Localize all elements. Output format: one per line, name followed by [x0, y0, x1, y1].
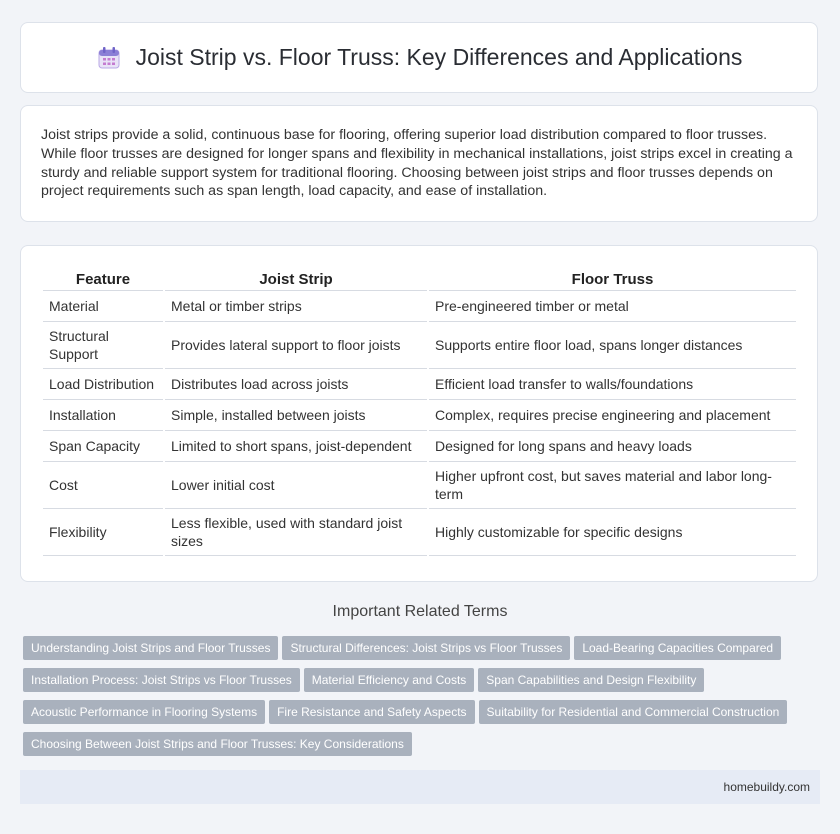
cell-floor-truss: Efficient load transfer to walls/foundations [429, 369, 796, 400]
cell-feature: Span Capacity [43, 431, 163, 462]
header-floor-truss: Floor Truss [429, 266, 796, 291]
related-term-tag[interactable]: Material Efficiency and Costs [304, 668, 475, 692]
related-term-tag[interactable]: Installation Process: Joist Strips vs Floor Trusses [23, 668, 300, 692]
footer [20, 770, 820, 804]
page-title: Joist Strip vs. Floor Truss: Key Differences and Applications [135, 44, 743, 70]
related-term-tag[interactable]: Understanding Joist Strips and Floor Trusses [23, 636, 278, 660]
cell-floor-truss: Highly customizable for specific designs [429, 509, 796, 556]
related-term-tag[interactable]: Choosing Between Joist Strips and Floor Trusses: Key Considerations [23, 732, 412, 756]
cell-joist-strip: Provides lateral support to floor joists [165, 322, 427, 369]
calendar-icon [96, 45, 122, 71]
cell-floor-truss: Complex, requires precise engineering and placement [429, 400, 796, 431]
intro-card [20, 105, 818, 222]
intro-text: Joist strips provide a solid, continuous base for flooring, offering superior load distribution compared to floor trusses. While floor trusses are designed for longer spans and flexibility in mechanical installations, joist strips excel in creating a sturdy and reliable support system for traditional flooring. Choosing between joist strips and floor trusses depends on project requirements such as span length, load capacity, and ease of installation. [41, 127, 793, 200]
table-row [43, 431, 796, 462]
table-row [43, 291, 796, 322]
cell-feature: Structural Support [43, 322, 163, 369]
related-term-tag[interactable]: Fire Resistance and Safety Aspects [269, 700, 474, 724]
cell-feature: Load Distribution [43, 369, 163, 400]
header-feature: Feature [43, 266, 163, 291]
comparison-table-card [20, 245, 818, 582]
table-row [43, 509, 796, 556]
cell-feature: Material [43, 291, 163, 322]
cell-feature: Installation [43, 400, 163, 431]
cell-floor-truss: Designed for long spans and heavy loads [429, 431, 796, 462]
cell-floor-truss: Higher upfront cost, but saves material and labor long-term [429, 462, 796, 509]
cell-joist-strip: Less flexible, used with standard joist sizes [165, 509, 427, 556]
table-row [43, 322, 796, 369]
related-terms-list [23, 636, 823, 764]
cell-feature: Cost [43, 462, 163, 509]
footer-site[interactable]: homebuildy.com [723, 780, 810, 794]
related-term-tag[interactable]: Load-Bearing Capacities Compared [574, 636, 781, 660]
header-joist-strip: Joist Strip [165, 266, 427, 291]
table-row [43, 369, 796, 400]
related-term-tag[interactable]: Suitability for Residential and Commercial Construction [479, 700, 788, 724]
related-term-tag[interactable]: Span Capabilities and Design Flexibility [478, 668, 704, 692]
related-terms-title: Important Related Terms [332, 603, 508, 620]
cell-joist-strip: Distributes load across joists [165, 369, 427, 400]
cell-feature: Flexibility [43, 509, 163, 556]
cell-joist-strip: Limited to short spans, joist-dependent [165, 431, 427, 462]
cell-floor-truss: Supports entire floor load, spans longer distances [429, 322, 796, 369]
cell-floor-truss: Pre-engineered timber or metal [429, 291, 796, 322]
table-row [43, 400, 796, 431]
title-card [20, 22, 818, 93]
cell-joist-strip: Simple, installed between joists [165, 400, 427, 431]
comparison-table [41, 266, 798, 556]
cell-joist-strip: Metal or timber strips [165, 291, 427, 322]
related-term-tag[interactable]: Structural Differences: Joist Strips vs Floor Trusses [282, 636, 570, 660]
table-row [43, 462, 796, 509]
related-term-tag[interactable]: Acoustic Performance in Flooring Systems [23, 700, 265, 724]
cell-joist-strip: Lower initial cost [165, 462, 427, 509]
